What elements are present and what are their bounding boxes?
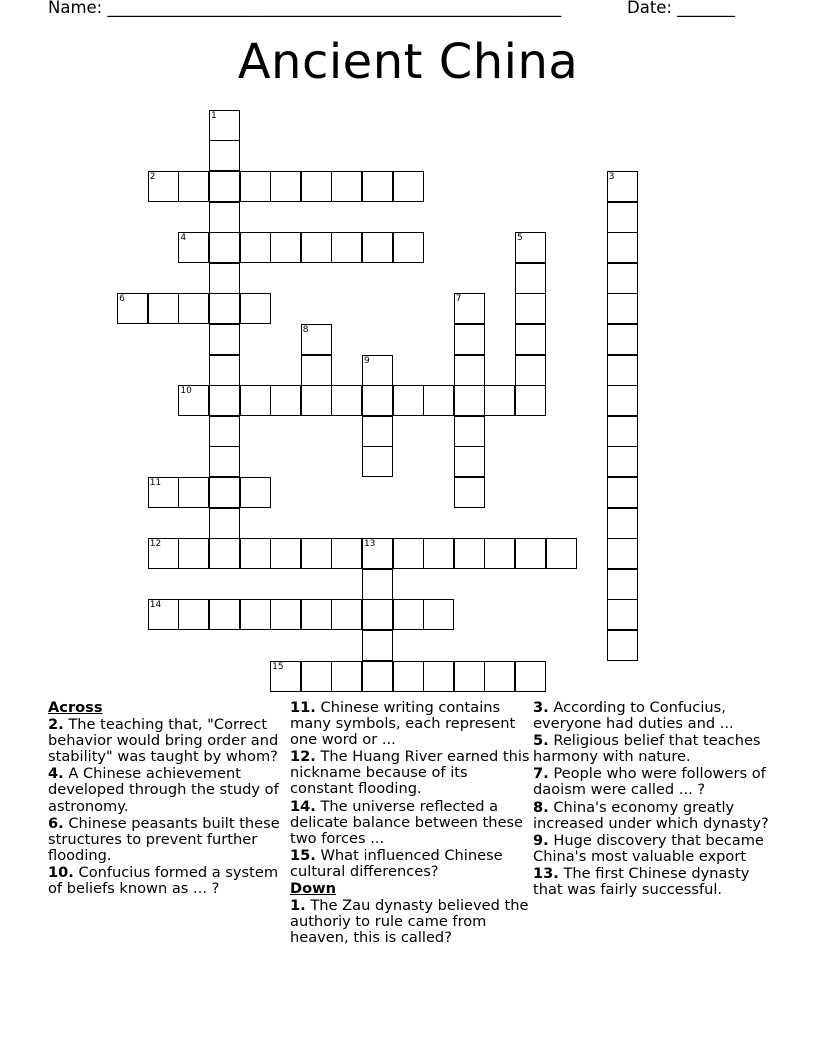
clues-column-3 <box>533 700 778 899</box>
clue-text: People who were followers of daoism were called ... ? <box>533 765 766 799</box>
crossword-cell[interactable] <box>240 477 271 508</box>
clue-number: 13 <box>363 539 376 550</box>
crossword-cell[interactable] <box>515 232 546 263</box>
clue-number: 1 <box>210 110 217 121</box>
clue-text: Huge discovery that became China's most valuable export <box>533 831 764 865</box>
crossword-cell[interactable] <box>484 385 515 416</box>
crossword-cell[interactable] <box>209 263 240 294</box>
crossword-cell[interactable] <box>178 171 209 202</box>
clue-number: 2 <box>149 171 156 182</box>
clue <box>48 816 283 864</box>
crossword-cell[interactable] <box>270 171 301 202</box>
crossword-cell[interactable] <box>515 661 546 692</box>
clue-number: 14. <box>290 797 316 815</box>
crossword-cell[interactable] <box>484 538 515 569</box>
clue-text: The teaching that, "Correct behavior would bring order and stability" was taught by whom? <box>48 716 279 766</box>
crossword-cell[interactable] <box>209 599 240 630</box>
crossword-cell[interactable] <box>607 416 638 447</box>
crossword-cell[interactable] <box>331 171 362 202</box>
crossword-cell[interactable] <box>148 477 179 508</box>
crossword-cell[interactable] <box>362 446 393 477</box>
section-heading-down: Down <box>290 880 337 898</box>
clue <box>48 717 283 765</box>
clue-number: 10 <box>180 386 192 397</box>
crossword-cell[interactable] <box>393 385 424 416</box>
crossword-cell[interactable] <box>607 232 638 263</box>
crossword-cell[interactable] <box>178 385 209 416</box>
clue-number: 1. <box>290 897 306 915</box>
crossword-cell[interactable] <box>454 477 485 508</box>
clue-number: 6. <box>48 814 64 832</box>
clue-text: According to Confucius, everyone had duties and ... <box>533 699 734 733</box>
crossword-cell[interactable] <box>607 446 638 477</box>
clue <box>48 766 283 814</box>
crossword-cell[interactable] <box>209 324 240 355</box>
crossword-cell[interactable] <box>362 630 393 661</box>
crossword-cell[interactable] <box>301 232 332 263</box>
crossword-cell[interactable] <box>178 599 209 630</box>
crossword-cell[interactable] <box>423 599 454 630</box>
clue-text: Confucius formed a system of beliefs known as ... ? <box>48 863 279 898</box>
crossword-cell[interactable] <box>301 538 332 569</box>
crossword-cell[interactable] <box>454 446 485 477</box>
crossword-cell[interactable] <box>209 202 240 233</box>
crossword-cell[interactable] <box>515 293 546 324</box>
clue-number: 15. <box>290 846 316 864</box>
clue-number: 2. <box>48 716 64 734</box>
crossword-cell[interactable] <box>607 263 638 294</box>
clue-number: 4 <box>180 233 187 244</box>
crossword-cell[interactable] <box>454 324 485 355</box>
crossword-cell[interactable] <box>362 569 393 600</box>
crossword-cell[interactable] <box>178 293 209 324</box>
clue-number: 4. <box>48 765 64 783</box>
clue-number: 5 <box>516 233 523 244</box>
crossword-cell[interactable] <box>331 661 362 692</box>
crossword-cell[interactable] <box>423 385 454 416</box>
crossword-cell[interactable] <box>270 599 301 630</box>
crossword-cell[interactable] <box>240 385 271 416</box>
crossword-cell[interactable] <box>301 599 332 630</box>
clue-number: 7. <box>533 765 549 783</box>
crossword-cell[interactable] <box>209 508 240 539</box>
crossword-cell[interactable] <box>393 599 424 630</box>
crossword-cell[interactable] <box>240 171 271 202</box>
clue-number: 5. <box>533 732 549 750</box>
crossword-cell[interactable] <box>607 538 638 569</box>
crossword-cell[interactable] <box>515 263 546 294</box>
clue <box>533 766 778 798</box>
clue-number: 12. <box>290 748 316 766</box>
clue-text: Chinese writing contains many symbols, each represent one word or ... <box>290 699 516 749</box>
crossword-cell[interactable] <box>362 416 393 447</box>
crossword-cell[interactable] <box>209 293 240 324</box>
crossword-cell[interactable] <box>607 293 638 324</box>
crossword-cell[interactable] <box>301 355 332 386</box>
crossword-cell[interactable] <box>454 416 485 447</box>
clue-number: 8. <box>533 798 549 816</box>
crossword-cell[interactable] <box>454 355 485 386</box>
clue <box>533 700 778 732</box>
clue-number: 3. <box>533 699 549 716</box>
crossword-cell[interactable] <box>454 293 485 324</box>
crossword-cell[interactable] <box>515 538 546 569</box>
clue-number: 13. <box>533 864 559 882</box>
crossword-cell[interactable] <box>270 538 301 569</box>
crossword-cell[interactable] <box>148 599 179 630</box>
crossword-cell[interactable] <box>454 661 485 692</box>
crossword-cell[interactable] <box>454 538 485 569</box>
crossword-cell[interactable] <box>117 293 148 324</box>
clue-text: Chinese peasants built these structures to prevent further flooding. <box>48 814 280 864</box>
crossword-cell[interactable] <box>148 538 179 569</box>
clue-text: The Zau dynasty believed the authoriy to rule came from heaven, this is called? <box>290 897 529 947</box>
clue-number: 10. <box>48 863 74 881</box>
clue <box>533 733 778 765</box>
clues-column-2 <box>290 700 530 947</box>
clue-text: China's economy greatly increased under which dynasty? <box>533 798 769 832</box>
date-field[interactable]: Date: _______ <box>627 0 735 17</box>
crossword-cell[interactable] <box>301 324 332 355</box>
clue-text: A Chinese achievement developed through the study of astronomy. <box>48 765 279 815</box>
crossword-cell[interactable] <box>209 232 240 263</box>
clue-number: 12 <box>149 539 162 550</box>
crossword-cell[interactable] <box>362 232 393 263</box>
crossword-cell[interactable] <box>515 324 546 355</box>
crossword-cell[interactable] <box>515 355 546 386</box>
clue-number: 3 <box>608 171 615 182</box>
crossword-cell[interactable] <box>270 385 301 416</box>
clue-number: 11 <box>149 477 162 488</box>
crossword-cell[interactable] <box>607 477 638 508</box>
crossword-cell[interactable] <box>240 538 271 569</box>
crossword-cell[interactable] <box>209 355 240 386</box>
crossword-cell[interactable] <box>148 293 179 324</box>
clue-number: 11. <box>290 699 316 716</box>
crossword-cell[interactable] <box>362 355 393 386</box>
crossword-cell[interactable] <box>240 232 271 263</box>
clue-number: 9. <box>533 831 549 849</box>
crossword-cell[interactable] <box>362 661 393 692</box>
crossword-cell[interactable] <box>209 477 240 508</box>
crossword-cell[interactable] <box>270 232 301 263</box>
clue <box>290 848 530 880</box>
crossword-cell[interactable] <box>209 446 240 477</box>
crossword-cell[interactable] <box>393 661 424 692</box>
clue <box>290 898 530 946</box>
clue-number: 6 <box>119 294 125 305</box>
clue <box>48 865 283 897</box>
clue <box>533 866 778 898</box>
clue-number: 14 <box>149 600 162 611</box>
clue-text: The Huang River earned this nickname because of its constant flooding. <box>290 748 530 798</box>
crossword-cell[interactable] <box>209 416 240 447</box>
crossword-cell[interactable] <box>301 171 332 202</box>
crossword-cell[interactable] <box>209 110 240 141</box>
page-title: Ancient China <box>237 34 579 90</box>
clue-text: What influenced Chinese cultural differences? <box>290 846 503 880</box>
crossword-cell[interactable] <box>484 661 515 692</box>
crossword-cell[interactable] <box>331 538 362 569</box>
crossword-cell[interactable] <box>362 599 393 630</box>
crossword-cell[interactable] <box>393 232 424 263</box>
clue <box>290 700 530 748</box>
clue-number: 7 <box>455 294 462 305</box>
crossword-cell[interactable] <box>209 385 240 416</box>
crossword-cell[interactable] <box>607 508 638 539</box>
clue-text: Religious belief that teaches harmony with nature. <box>533 732 761 766</box>
crossword-cell[interactable] <box>301 385 332 416</box>
crossword-cell[interactable] <box>607 569 638 600</box>
crossword-cell[interactable] <box>607 324 638 355</box>
crossword-cell[interactable] <box>270 661 301 692</box>
clue-number: 9 <box>363 355 370 366</box>
crossword-cell[interactable] <box>423 538 454 569</box>
crossword-cell[interactable] <box>301 661 332 692</box>
crossword-cell[interactable] <box>240 293 271 324</box>
clue-number: 8 <box>302 324 309 335</box>
clues-column-1 <box>48 700 283 898</box>
clue-text: The universe reflected a delicate balance between these two forces ... <box>290 797 524 847</box>
crossword-cell[interactable] <box>362 385 393 416</box>
crossword-cell[interactable] <box>393 171 424 202</box>
crossword-cell[interactable] <box>454 385 485 416</box>
crossword-cell[interactable] <box>515 385 546 416</box>
clue <box>290 799 530 847</box>
crossword-cell[interactable] <box>240 599 271 630</box>
crossword-cell[interactable] <box>546 538 577 569</box>
crossword-cell[interactable] <box>607 630 638 661</box>
crossword-cell[interactable] <box>607 355 638 386</box>
crossword-cell[interactable] <box>331 599 362 630</box>
crossword-cell[interactable] <box>393 538 424 569</box>
clue <box>533 800 778 832</box>
crossword-cell[interactable] <box>331 232 362 263</box>
crossword-cell[interactable] <box>607 171 638 202</box>
crossword-cell[interactable] <box>607 202 638 233</box>
crossword-cell[interactable] <box>209 538 240 569</box>
name-field[interactable]: Name: _______________________________________________________ <box>48 0 562 17</box>
crossword-cell[interactable] <box>148 171 179 202</box>
crossword-cell[interactable] <box>178 477 209 508</box>
crossword-cell[interactable] <box>209 140 240 171</box>
clue-text: The first Chinese dynasty that was fairly successful. <box>533 864 750 899</box>
crossword-cell[interactable] <box>607 599 638 630</box>
crossword-cell[interactable] <box>607 385 638 416</box>
crossword-cell[interactable] <box>362 171 393 202</box>
crossword-cell[interactable] <box>209 171 240 202</box>
crossword-cell[interactable] <box>362 538 393 569</box>
clue <box>290 749 530 797</box>
crossword-cell[interactable] <box>178 232 209 263</box>
clue-number: 15 <box>272 661 284 672</box>
section-heading-across: Across <box>48 699 103 716</box>
crossword-cell[interactable] <box>423 661 454 692</box>
crossword-cell[interactable] <box>178 538 209 569</box>
crossword-cell[interactable] <box>331 385 362 416</box>
clue <box>533 833 778 865</box>
